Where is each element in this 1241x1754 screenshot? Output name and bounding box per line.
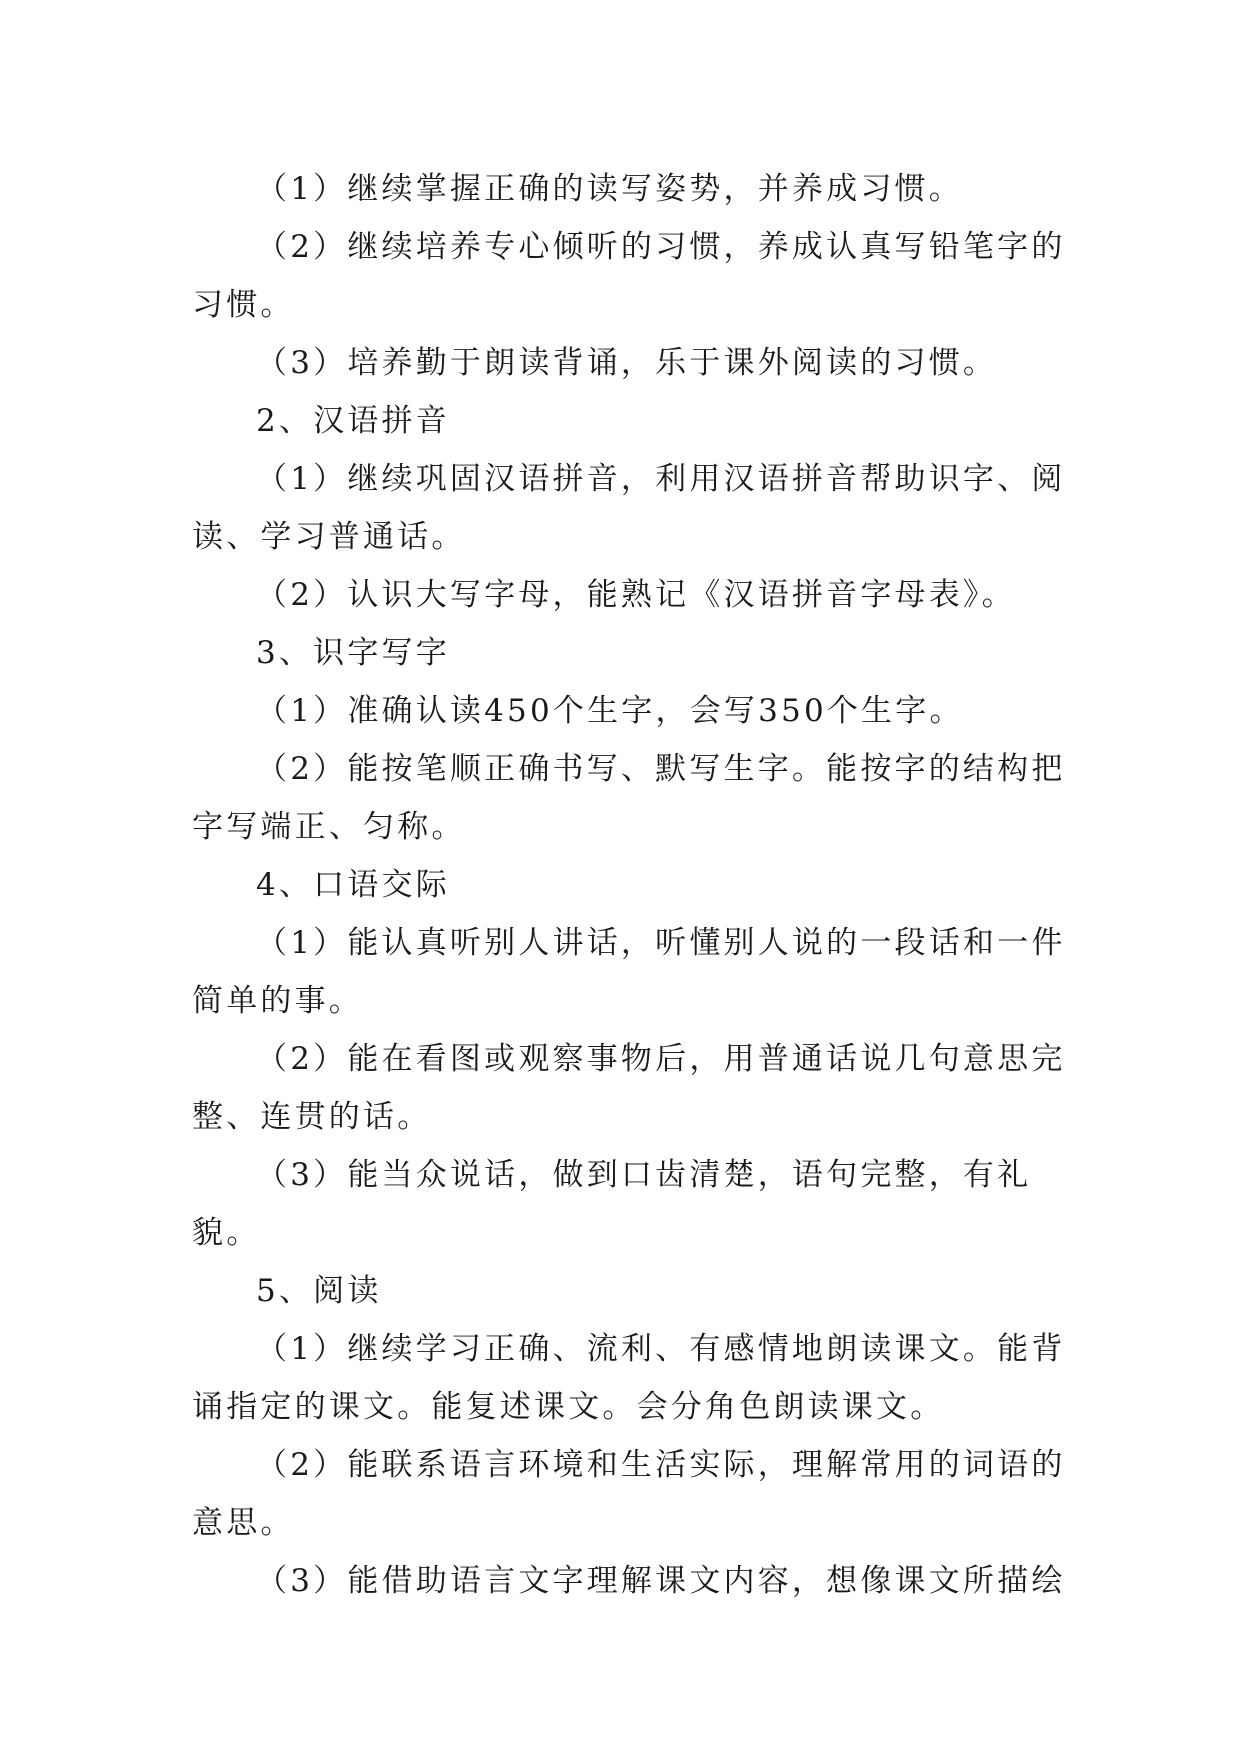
- paragraph-literacy-1: （1）准确认读450个生字，会写350个生字。: [256, 693, 964, 729]
- paragraph-reading-2: （2）能联系语言环境和生活实际，理解常用的词语的意思。: [192, 1447, 1066, 1541]
- paragraph-habit-2: （2）继续培养专心倾听的习惯，养成认真写铅笔字的习惯。: [192, 229, 1066, 323]
- paragraph-pinyin-1: （1）继续巩固汉语拼音，利用汉语拼音帮助识字、阅读、学习普通话。: [192, 461, 1066, 555]
- paragraph-pinyin-2: （2）认识大写字母，能熟记《汉语拼音字母表》。: [256, 577, 1016, 613]
- paragraph-reading-3: （3）能借助语言文字理解课文内容，想像课文所描绘: [256, 1563, 1066, 1599]
- paragraph-literacy-2: （2）能按笔顺正确书写、默写生字。能按字的结构把字写端正、匀称。: [192, 751, 1066, 845]
- section-heading-oral: 4、口语交际: [256, 867, 450, 903]
- document-body: [192, 160, 1072, 1610]
- paragraph-oral-3: （3）能当众说话，做到口齿清楚，语句完整，有礼貌。: [192, 1157, 1032, 1251]
- paragraph-habit-1: （1）继续掌握正确的读写姿势，并养成习惯。: [256, 171, 963, 207]
- paragraph-oral-2: （2）能在看图或观察事物后，用普通话说几句意思完整、连贯的话。: [192, 1041, 1066, 1135]
- paragraph-habit-3: （3）培养勤于朗读背诵，乐于课外阅读的习惯。: [256, 345, 998, 381]
- section-heading-pinyin: 2、汉语拼音: [256, 403, 450, 439]
- section-heading-literacy: 3、识字写字: [256, 635, 450, 671]
- paragraph-reading-1: （1）继续学习正确、流利、有感情地朗读课文。能背诵指定的课文。能复述课文。会分角色朗读课文。: [192, 1331, 1066, 1425]
- section-heading-reading: 5、阅读: [256, 1273, 382, 1309]
- paragraph-oral-1: （1）能认真听别人讲话，听懂别人说的一段话和一件简单的事。: [192, 925, 1066, 1019]
